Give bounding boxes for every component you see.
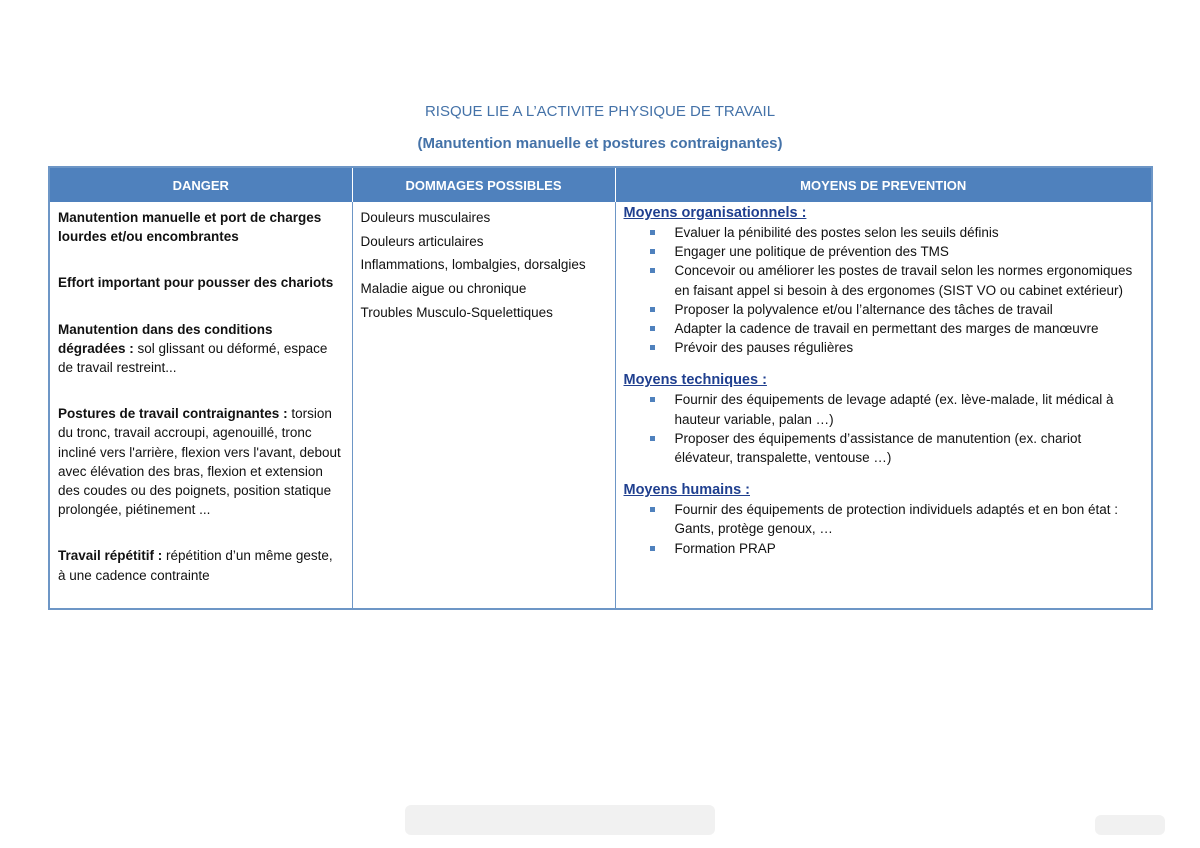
section-heading: Moyens techniques : (623, 372, 767, 389)
prevention-section-techniques (624, 371, 1144, 467)
bullet-square-icon (650, 436, 655, 441)
bullet-square-icon (650, 230, 655, 235)
list-item (624, 539, 1144, 558)
list-item (624, 338, 1144, 357)
faint-scan-mark (1095, 815, 1165, 835)
list-item (624, 242, 1144, 261)
list-item (624, 261, 1144, 299)
prevention-section-organisationnels (624, 204, 1144, 357)
list-item: Maladie aigue ou chronique (360, 281, 527, 297)
list-item-text: Adapter la cadence de travail en permettant des marges de manœuvre (674, 321, 1099, 337)
list-item (624, 429, 1144, 467)
dommages-list (361, 208, 607, 322)
bullet-square-icon (650, 397, 655, 402)
danger-label: Travail répétitif : (58, 548, 163, 564)
bullet-square-icon (650, 249, 655, 254)
bullet-square-icon (650, 268, 655, 273)
section-heading: Moyens organisationnels : (623, 205, 807, 221)
list-item: Troubles Musculo-Squelettiques (360, 304, 553, 320)
danger-text: répétition d’un même geste, à une cadence contrainte (58, 548, 333, 583)
bullet-square-icon (650, 307, 655, 312)
list-item-text: Prévoir des pauses régulières (674, 340, 854, 356)
danger-item (58, 208, 344, 246)
danger-item (58, 404, 344, 519)
list-item-text: Fournir des équipements de protection individuels adaptés et en bon état : Gants, protège genoux, … (674, 502, 1119, 537)
list-item-text: Proposer la polyvalence et/ou l’alternance des tâches de travail (674, 301, 1053, 317)
page-subtitle: (Manutention manuelle et postures contraignantes) (417, 135, 783, 152)
list-item-text: Evaluer la pénibilité des postes selon les seuils définis (674, 225, 999, 240)
bullet-list (624, 223, 1144, 357)
danger-label: Effort important pour pousser des chariots (58, 275, 334, 291)
page-title: RISQUE LIE A L’ACTIVITE PHYSIQUE DE TRAVAIL (424, 103, 776, 120)
danger-item (58, 546, 344, 584)
header-danger: DANGER (49, 167, 352, 202)
danger-label: Manutention manuelle et port de charges lourdes et/ou encombrantes (58, 210, 322, 245)
list-item-text: Fournir des équipements de levage adapté (ex. lève-malade, lit médical à hauteur variable, palan …) (674, 392, 1114, 427)
section-heading: Moyens humains : (623, 482, 750, 499)
dommages-cell (352, 202, 615, 609)
prevention-cell (615, 202, 1152, 609)
danger-label: Postures de travail contraignantes : (58, 406, 288, 422)
risk-table (48, 166, 1153, 610)
bullet-square-icon (650, 507, 655, 512)
list-item (624, 500, 1144, 538)
list-item: Inflammations, lombalgies, dorsalgies (360, 257, 586, 273)
header-prevention: MOYENS DE PREVENTION (615, 167, 1152, 202)
table-row (49, 202, 1152, 609)
list-item (624, 300, 1144, 319)
list-item: Douleurs articulaires (360, 233, 484, 249)
table-header-row (49, 167, 1152, 202)
danger-item (58, 273, 344, 292)
list-item-text: Formation PRAP (674, 540, 776, 556)
list-item-text: Engager une politique de prévention des TMS (674, 244, 949, 260)
danger-text: torsion du tronc, travail accroupi, agenouillé, tronc incliné vers l'arrière, flexion vers l'avant, debout avec élévation des bras, flexion et extension des coudes ou des poignets, position statique prolongée, piétinement ... (58, 406, 341, 518)
danger-label: Manutention dans des conditions dégradées : (58, 321, 273, 356)
list-item: Douleurs musculaires (360, 210, 491, 225)
header-dommages: DOMMAGES POSSIBLES (352, 167, 615, 202)
list-item-text: Proposer des équipements d’assistance de manutention (ex. chariot élévateur, transpalette, ventouse …) (674, 430, 1082, 466)
list-item (624, 319, 1144, 338)
bullet-square-icon (650, 546, 655, 551)
danger-item (58, 320, 344, 378)
danger-text: sol glissant ou déformé, espace de travail restreint... (58, 340, 328, 376)
faint-scan-mark (405, 805, 715, 835)
list-item-text: Concevoir ou améliorer les postes de travail selon les normes ergonomiques en faisant appel si besoin à des ergonomes (SIST VO ou cabinet extérieur) (674, 263, 1133, 298)
bullet-list (624, 390, 1144, 467)
list-item (624, 390, 1144, 428)
bullet-list (624, 500, 1144, 558)
danger-cell (49, 202, 352, 609)
list-item (624, 223, 1144, 242)
prevention-section-humains (624, 481, 1144, 558)
bullet-square-icon (650, 345, 655, 350)
bullet-square-icon (650, 326, 655, 331)
